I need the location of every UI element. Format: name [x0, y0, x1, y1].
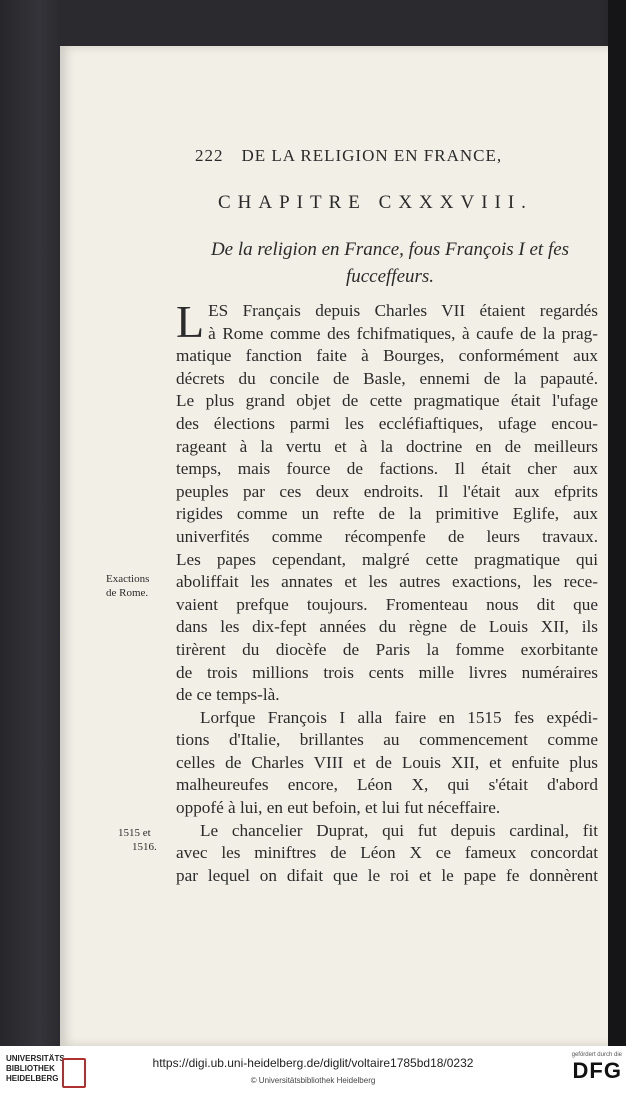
drop-cap: L	[176, 296, 205, 347]
margin-note-line: de Rome.	[106, 587, 149, 599]
text-line: tions d'Italie, brillantes au commencement comme	[176, 730, 598, 750]
text-line: Le plus grand objet de cette pragmatique était l'ufage	[176, 391, 598, 411]
text-line: rigides comme un refte de la primitive Eglife, aux	[176, 504, 598, 524]
library-name-line: UNIVERSITÄTS-	[6, 1054, 68, 1063]
text-line: avec les miniftres de Léon X ce fameux concordat	[176, 843, 598, 863]
text-line: à Rome comme des fchifmatiques, à caufe de la prag-	[208, 323, 598, 343]
text-line: rageant à la vertu et à la doctrine en de meilleurs	[176, 436, 598, 456]
funding-note: gefördert durch die	[571, 1052, 622, 1058]
text-line: dans les dix-fept années du règne de Louis XII, ils	[176, 617, 598, 637]
library-name-line: BIBLIOTHEK	[6, 1064, 55, 1073]
text-line: matique fanction faite à Bourges, conformément aux	[176, 346, 598, 366]
text-line: celles de Charles VIII et de Louis XII, et enfuite plus	[176, 752, 598, 772]
copyright-notice: © Universitätsbibliothek Heidelberg	[250, 1076, 376, 1085]
text-line: malheureufes encore, Léon X, qui s'était d'abord	[176, 775, 598, 795]
text-line: vaient prefque toujours. Fromenteau nous dit que	[176, 594, 598, 614]
subtitle-line: De la religion en France, fous François I et fes	[210, 239, 570, 260]
dfg-logo[interactable]	[552, 1052, 622, 1084]
margin-note-exactions	[106, 572, 149, 600]
library-name-line: HEIDELBERG	[6, 1074, 59, 1083]
text-line: peuples par ces deux endroits. Il l'était aux efprits	[176, 481, 598, 501]
text-line: Lorfque François I alla faire en 1515 fes expédi-	[200, 707, 598, 727]
text-line: tirèrent du diocèfe de Paris la fomme exorbitante	[176, 639, 598, 659]
text-line: décrets du concile de Basle, ennemi de la papauté.	[176, 368, 598, 388]
text-line: Le chancelier Duprat, qui fut depuis cardinal, fit	[200, 820, 598, 840]
viewer-footer	[0, 1046, 626, 1097]
subtitle-line: fucceffeurs.	[345, 266, 435, 287]
text-line: Les papes cependant, malgré cette pragmatique qui	[176, 549, 598, 569]
page-edge-shadow	[608, 0, 626, 1046]
permalink-url[interactable]: https://digi.ub.uni-heidelberg.de/diglit/voltaire1785bd18/0232	[152, 1056, 474, 1070]
text-line: par lequel on difait que le roi et le pape fe donnèrent	[176, 865, 598, 885]
margin-note-line: 1516.	[132, 841, 157, 853]
chapter-title: CHAPITRE CXXXVIII.	[218, 192, 533, 213]
text-line: aboliffait les annates et les autres exactions, les rece-	[176, 572, 598, 592]
page-number: 222	[195, 146, 224, 165]
chapter-subtitle	[180, 236, 600, 290]
margin-note-line: Exactions	[106, 573, 150, 585]
body-text	[176, 296, 598, 887]
text-line: univerfités comme récompenfe de leurs travaux.	[176, 526, 598, 546]
text-line: de ce temps-là.	[176, 685, 280, 705]
running-header	[195, 146, 555, 166]
funder-name: DFG	[572, 1058, 622, 1083]
text-line: des élections parmi les eccléfiaftiques, ufage encou-	[176, 413, 598, 433]
margin-note-dates	[118, 826, 157, 854]
text-line: ES Français depuis Charles VII étaient regardés	[208, 301, 598, 320]
running-title: DE LA RELIGION EN FRANCE,	[241, 146, 503, 165]
text-line: temps, mais fource de factions. Il était cher aux	[176, 459, 598, 479]
text-line: oppofé à lui, en eut befoin, et lui fut néceffaire.	[176, 798, 501, 818]
text-line: de trois millions trois cents mille livres numéraires	[176, 662, 598, 682]
margin-note-line: 1515 et	[118, 827, 151, 839]
